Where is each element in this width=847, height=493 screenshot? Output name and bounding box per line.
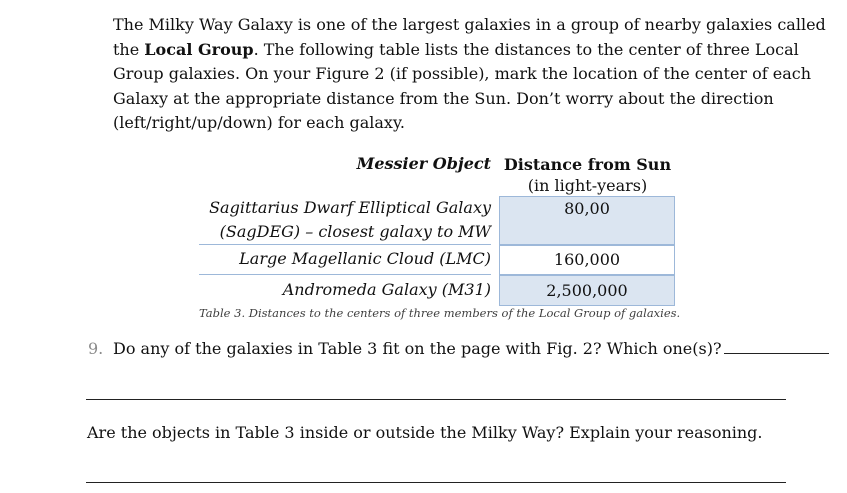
table-cell-object xyxy=(199,196,491,245)
table-header-distance-unit: (in light-years) xyxy=(527,176,648,195)
table-cell-distance: 2,500,000 xyxy=(499,275,675,306)
table-caption: Table 3. Distances to the centers of three members of the Local Group of galaxies. xyxy=(199,306,681,320)
object-name-line-1: Large Magellanic Cloud (LMC) xyxy=(239,249,491,268)
question-9-number: 9. xyxy=(88,339,104,358)
table-row xyxy=(199,245,675,275)
intro-line-1: The Milky Way Galaxy is one of the largest galaxies in a group of nearby galaxies called xyxy=(113,15,826,34)
table-row xyxy=(199,275,675,306)
answer-line[interactable] xyxy=(86,399,786,400)
answer-blank-inline[interactable] xyxy=(724,339,829,354)
object-name-line-2: (SagDEG) – closest galaxy to MW xyxy=(219,222,491,241)
table-cell-object xyxy=(199,275,491,306)
table-cell-distance: 80,00 xyxy=(499,196,675,245)
table-cell-distance: 160,000 xyxy=(499,245,675,275)
table-row xyxy=(199,196,675,245)
intro-line-2-post: . The following table lists the distances to the center of three Local xyxy=(253,39,799,59)
table-cell-object xyxy=(199,245,491,275)
intro-paragraph xyxy=(113,13,826,136)
local-group-term: Local Group xyxy=(144,39,254,59)
intro-line-2-pre: the xyxy=(113,39,145,59)
object-name-line-1: Andromeda Galaxy (M31) xyxy=(282,280,491,299)
intro-line-2 xyxy=(113,38,803,63)
question-9-text: Do any of the galaxies in Table 3 fit on the page with Fig. 2? Which one(s)? xyxy=(113,339,722,358)
object-name-line-1: Sagittarius Dwarf Elliptical Galaxy xyxy=(209,198,491,217)
table-header-distance xyxy=(500,154,675,196)
question-10-text: Are the objects in Table 3 inside or outside the Milky Way? Explain your reasoning. xyxy=(87,423,763,442)
table-header-messier-object: Messier Object xyxy=(356,154,491,173)
intro-line-5: (left/right/up/down) for each galaxy. xyxy=(113,113,405,133)
table-header-distance-title: Distance from Sun xyxy=(503,155,672,174)
intro-line-3: Group galaxies. On your Figure 2 (if possible), mark the location of the center of each xyxy=(113,64,812,84)
answer-line[interactable] xyxy=(86,482,786,483)
question-9 xyxy=(88,339,829,358)
intro-line-4: Galaxy at the appropriate distance from the Sun. Don’t worry about the direction xyxy=(113,88,774,108)
